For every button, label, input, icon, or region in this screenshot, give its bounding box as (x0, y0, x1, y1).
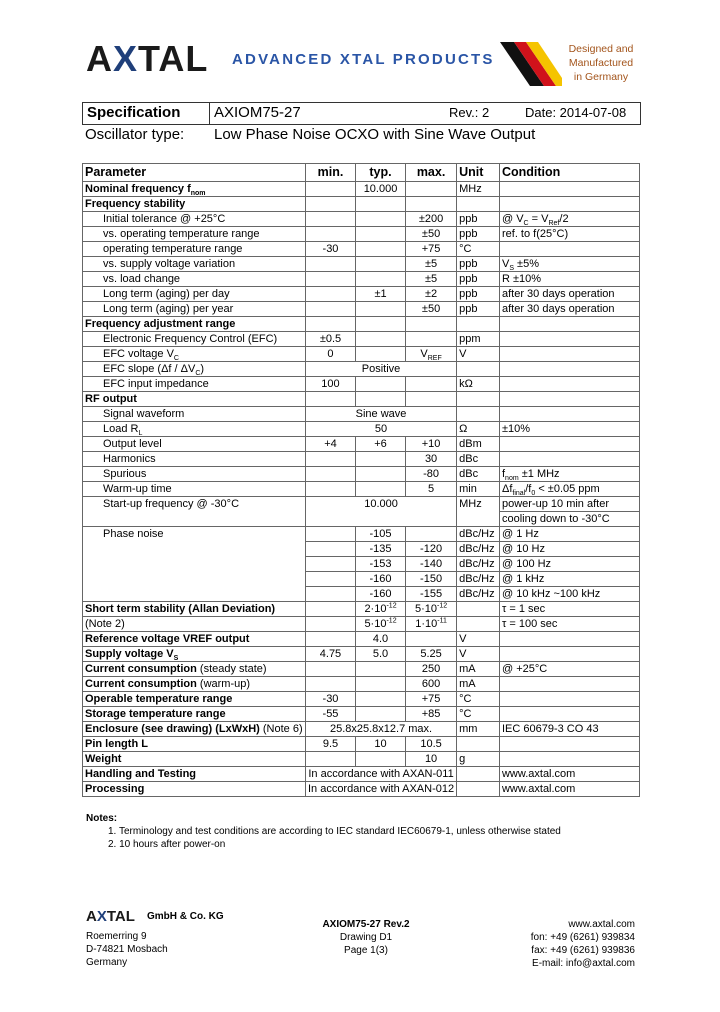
unit-cell: dBc/Hz (457, 557, 500, 572)
table-row (83, 767, 640, 782)
parameter-cell: RF output (83, 392, 306, 407)
condition-cell: $f_{nom} \pm 1$ MHz (499, 467, 639, 482)
min-cell: 100 (305, 377, 355, 392)
condition-cell (499, 632, 639, 647)
condition-cell (499, 707, 639, 722)
unit-cell: dBm (457, 437, 500, 452)
parameter-cell: (Note 2) (83, 617, 306, 632)
max-cell: ±5 (406, 272, 457, 287)
typ-cell (356, 332, 406, 347)
parameter-cell: Phase noise (83, 527, 306, 602)
condition-cell (499, 377, 639, 392)
typ-cell: -153 (356, 557, 406, 572)
table-row (83, 407, 640, 422)
table-row (83, 752, 640, 767)
unit-cell: °C (457, 692, 500, 707)
unit-cell: kΩ (457, 377, 500, 392)
condition-cell: R ±10% (499, 272, 639, 287)
max-cell: ±5 (406, 257, 457, 272)
german-flag-icon (500, 42, 562, 86)
column-header: Condition (499, 164, 639, 182)
condition-cell (499, 242, 639, 257)
min-cell (305, 452, 355, 467)
footer-logo: AXTAL (86, 908, 135, 925)
unit-cell: g (457, 752, 500, 767)
typ-cell (356, 227, 406, 242)
max-cell: $V_{REF}$ (406, 347, 457, 362)
max-cell: 5 (406, 482, 457, 497)
unit-cell (457, 767, 500, 782)
table-row (83, 482, 640, 497)
condition-cell: @ $V_C = V_{Ref}/2$ (499, 212, 639, 227)
max-cell: ±2 (406, 287, 457, 302)
oscillator-value: Low Phase Noise OCXO with Sine Wave Output (214, 126, 536, 143)
min-cell: -30 (305, 242, 355, 257)
min-cell (305, 752, 355, 767)
typ-cell (356, 392, 406, 407)
parameter-cell: Output level (83, 437, 306, 452)
condition-cell: power-up 10 min after (499, 497, 639, 512)
min-cell (305, 227, 355, 242)
max-cell: 5.25 (406, 647, 457, 662)
parameter-cell: Spurious (83, 467, 306, 482)
typ-cell: ±1 (356, 287, 406, 302)
parameter-cell: Frequency adjustment range (83, 317, 306, 332)
footer-website-link[interactable]: www.axtal.com (568, 919, 635, 930)
typ-cell: -135 (356, 542, 406, 557)
footer-doc-info: AXIOM75-27 Rev.2 Drawing D1 Page 1(3) (322, 919, 410, 956)
unit-cell: ppb (457, 227, 500, 242)
typ-cell: -160 (356, 587, 406, 602)
table-row (83, 332, 640, 347)
max-cell (406, 197, 457, 212)
min-cell: -30 (305, 692, 355, 707)
table-row (83, 722, 640, 737)
column-header: typ. (356, 164, 406, 182)
table-row (83, 707, 640, 722)
unit-cell: V (457, 647, 500, 662)
condition-cell: ref. to f(25°C) (499, 227, 639, 242)
typ-cell (356, 197, 406, 212)
unit-cell (457, 362, 500, 377)
parameter-cell: Current consumption (steady state) (83, 662, 306, 677)
footer-email-link[interactable]: E-mail: info@axtal.com (532, 958, 635, 969)
spec-header-box (82, 102, 641, 125)
table-row (83, 677, 640, 692)
unit-cell (457, 602, 500, 617)
max-cell: ±50 (406, 227, 457, 242)
value-span-cell: Positive (305, 362, 456, 377)
typ-cell (356, 482, 406, 497)
unit-cell: ppb (457, 212, 500, 227)
parameter-cell: Long term (aging) per day (83, 287, 306, 302)
unit-cell: V (457, 347, 500, 362)
parameter-cell: Handling and Testing (83, 767, 306, 782)
footer-contact: www.axtal.com fon: +49 (6261) 939834 fax: +49 (6261) 939836 E-mail: info@axtal.com (500, 918, 635, 970)
table-row (83, 632, 640, 647)
min-cell (305, 677, 355, 692)
max-cell: ±200 (406, 212, 457, 227)
typ-cell: 10.000 (356, 182, 406, 197)
unit-cell: ppb (457, 287, 500, 302)
max-cell: +75 (406, 242, 457, 257)
note-1: 1. Terminology and test conditions are according to IEC standard IEC60679-1, unless otherwise stated (108, 826, 561, 837)
unit-cell: °C (457, 707, 500, 722)
notes: Notes: 1. Terminology and test conditions are according to IEC standard IEC60679-1, unless otherwise stated 2. 10 hours after power-on (86, 813, 561, 850)
value-span-cell: 25.8x25.8x12.7 max. (305, 722, 456, 737)
parameter-cell: Nominal frequency $f_{nom}$ (83, 182, 306, 197)
unit-cell: °C (457, 242, 500, 257)
table-row (83, 617, 640, 632)
value-span-cell: 10.000 (305, 497, 456, 527)
parameter-cell: Initial tolerance @ +25°C (83, 212, 306, 227)
min-cell (305, 302, 355, 317)
designed-in-germany: Designed and Manufactured in Germany (568, 43, 634, 83)
typ-cell (356, 452, 406, 467)
typ-cell (356, 212, 406, 227)
table-row (83, 392, 640, 407)
max-cell: $5\cdot 10^{-12}$ (406, 602, 457, 617)
min-cell: +4 (305, 437, 355, 452)
table-row (83, 452, 640, 467)
min-cell (305, 587, 355, 602)
min-cell (305, 467, 355, 482)
column-header: Parameter (83, 164, 306, 182)
column-header: min. (305, 164, 355, 182)
typ-cell: $5\cdot 10^{-12}$ (356, 617, 406, 632)
max-cell: 10 (406, 752, 457, 767)
min-cell (305, 287, 355, 302)
min-cell (305, 392, 355, 407)
parameter-cell: Electronic Frequency Control (EFC) (83, 332, 306, 347)
max-cell: -155 (406, 587, 457, 602)
value-span-cell: Sine wave (305, 407, 456, 422)
unit-cell: ppb (457, 272, 500, 287)
typ-cell (356, 272, 406, 287)
condition-cell (499, 737, 639, 752)
max-cell: 10.5 (406, 737, 457, 752)
parameter-cell: Storage temperature range (83, 707, 306, 722)
unit-cell: ppb (457, 257, 500, 272)
parameter-cell: Reference voltage VREF output (83, 632, 306, 647)
typ-cell (356, 347, 406, 362)
table-row (83, 467, 640, 482)
table-row (83, 227, 640, 242)
typ-cell: -160 (356, 572, 406, 587)
min-cell (305, 632, 355, 647)
unit-cell: dBc/Hz (457, 587, 500, 602)
condition-cell (499, 197, 639, 212)
table-row (83, 497, 640, 512)
typ-cell (356, 752, 406, 767)
condition-cell: @ 100 Hz (499, 557, 639, 572)
typ-cell: 5.0 (356, 647, 406, 662)
min-cell (305, 662, 355, 677)
condition-cell: @ 10 kHz ~100 kHz (499, 587, 639, 602)
typ-cell: 10 (356, 737, 406, 752)
min-cell (305, 617, 355, 632)
condition-cell: cooling down to -30°C (499, 512, 639, 527)
unit-cell: ppm (457, 332, 500, 347)
typ-cell (356, 242, 406, 257)
condition-cell (499, 407, 639, 422)
brand-tagline: ADVANCED XTAL PRODUCTS (232, 51, 495, 68)
value-span-cell: In accordance with AXAN-012 (305, 782, 456, 797)
condition-cell: @ 1 Hz (499, 527, 639, 542)
table-row (83, 422, 640, 437)
unit-cell (457, 197, 500, 212)
table-row (83, 242, 640, 257)
max-cell: ±50 (406, 302, 457, 317)
min-cell (305, 602, 355, 617)
unit-cell (457, 392, 500, 407)
parameter-cell: Harmonics (83, 452, 306, 467)
max-cell (406, 527, 457, 542)
min-cell (305, 272, 355, 287)
min-cell (305, 182, 355, 197)
table-row (83, 302, 640, 317)
table-row (83, 662, 640, 677)
condition-cell: ±10% (499, 422, 639, 437)
max-cell: 30 (406, 452, 457, 467)
condition-cell: @ 1 kHz (499, 572, 639, 587)
condition-cell (499, 182, 639, 197)
min-cell (305, 197, 355, 212)
min-cell (305, 572, 355, 587)
unit-cell: dBc/Hz (457, 527, 500, 542)
table-row (83, 692, 640, 707)
condition-cell: τ = 100 sec (499, 617, 639, 632)
condition-cell: IEC 60679-3 CO 43 (499, 722, 639, 737)
spec-date: Date: 2014-07-08 (525, 105, 627, 120)
condition-cell (499, 332, 639, 347)
table-row (83, 377, 640, 392)
min-cell (305, 527, 355, 542)
condition-cell (499, 452, 639, 467)
parameter-cell: Processing (83, 782, 306, 797)
typ-cell (356, 302, 406, 317)
table-row (83, 182, 640, 197)
table-row (83, 362, 640, 377)
typ-cell (356, 257, 406, 272)
condition-cell (499, 752, 639, 767)
parameter-cell: EFC voltage $V_C$ (83, 347, 306, 362)
condition-cell: @ +25°C (499, 662, 639, 677)
max-cell: 600 (406, 677, 457, 692)
table-row (83, 737, 640, 752)
parameter-cell: vs. supply voltage variation (83, 257, 306, 272)
parameter-cell: vs. operating temperature range (83, 227, 306, 242)
unit-cell: min (457, 482, 500, 497)
condition-cell: www.axtal.com (499, 767, 639, 782)
parameter-cell: Load $R_L$ (83, 422, 306, 437)
parameter-cell: operating temperature range (83, 242, 306, 257)
table-row (83, 347, 640, 362)
table-row (83, 272, 640, 287)
max-cell (406, 317, 457, 332)
typ-cell (356, 707, 406, 722)
typ-cell: -105 (356, 527, 406, 542)
parameter-cell: Signal waveform (83, 407, 306, 422)
max-cell: +10 (406, 437, 457, 452)
max-cell (406, 332, 457, 347)
unit-cell: ppb (457, 302, 500, 317)
condition-cell: www.axtal.com (499, 782, 639, 797)
max-cell: +75 (406, 692, 457, 707)
typ-cell (356, 317, 406, 332)
table-row (83, 257, 640, 272)
max-cell (406, 377, 457, 392)
condition-cell (499, 362, 639, 377)
condition-cell (499, 437, 639, 452)
max-cell: -150 (406, 572, 457, 587)
spec-label: Specification (87, 104, 181, 121)
table-row (83, 287, 640, 302)
min-cell (305, 542, 355, 557)
typ-cell (356, 677, 406, 692)
typ-cell (356, 377, 406, 392)
unit-cell: mA (457, 677, 500, 692)
note-2: 2. 10 hours after power-on (108, 839, 226, 850)
condition-cell (499, 347, 639, 362)
table-row (83, 527, 640, 542)
max-cell (406, 392, 457, 407)
unit-cell: mA (457, 662, 500, 677)
unit-cell: mm (457, 722, 500, 737)
footer-company: GmbH & Co. KG (147, 911, 224, 922)
typ-cell: 4.0 (356, 632, 406, 647)
unit-cell: dBc (457, 452, 500, 467)
unit-cell: dBc/Hz (457, 572, 500, 587)
min-cell (305, 317, 355, 332)
min-cell: ±0.5 (305, 332, 355, 347)
spec-table (82, 163, 640, 797)
parameter-cell: Enclosure (see drawing) (LxWxH) (Note 6) (83, 722, 306, 737)
column-header: Unit (457, 164, 500, 182)
unit-cell: MHz (457, 497, 500, 527)
condition-cell: $\Delta f_{final}/f_0 < \pm 0.05$ ppm (499, 482, 639, 497)
parameter-cell: Short term stability (Allan Deviation) (83, 602, 306, 617)
table-row (83, 782, 640, 797)
parameter-cell: Weight (83, 752, 306, 767)
min-cell (305, 257, 355, 272)
parameter-cell: Current consumption (warm-up) (83, 677, 306, 692)
max-cell: -80 (406, 467, 457, 482)
condition-cell: $V_S \pm 5\%$ (499, 257, 639, 272)
parameter-cell: Frequency stability (83, 197, 306, 212)
condition-cell: after 30 days operation (499, 302, 639, 317)
table-row (83, 212, 640, 227)
max-cell: -140 (406, 557, 457, 572)
parameter-cell: Operable temperature range (83, 692, 306, 707)
column-header: max. (406, 164, 457, 182)
condition-cell: after 30 days operation (499, 287, 639, 302)
min-cell: 0 (305, 347, 355, 362)
parameter-cell: Supply voltage $V_S$ (83, 647, 306, 662)
unit-cell (457, 407, 500, 422)
spec-rev: Rev.: 2 (449, 105, 490, 120)
parameter-cell: EFC slope $(\Delta f / \Delta V_C)$ (83, 362, 306, 377)
spec-model: AXIOM75-27 (214, 104, 301, 121)
condition-cell (499, 317, 639, 332)
unit-cell (457, 737, 500, 752)
condition-cell (499, 692, 639, 707)
max-cell: -120 (406, 542, 457, 557)
unit-cell: dBc/Hz (457, 542, 500, 557)
axtal-logo: AXTAL (86, 38, 209, 79)
condition-cell (499, 677, 639, 692)
condition-cell (499, 392, 639, 407)
parameter-cell: EFC input impedance (83, 377, 306, 392)
typ-cell (356, 692, 406, 707)
footer-address: Roemerring 9 D-74821 Mosbach Germany (86, 931, 168, 968)
table-header-row (83, 164, 640, 182)
table-row (83, 647, 640, 662)
max-cell (406, 182, 457, 197)
unit-cell (457, 617, 500, 632)
min-cell: -55 (305, 707, 355, 722)
max-cell (406, 632, 457, 647)
table-row (83, 602, 640, 617)
parameter-cell: Pin length L (83, 737, 306, 752)
typ-cell: +6 (356, 437, 406, 452)
unit-cell: MHz (457, 182, 500, 197)
condition-cell (499, 647, 639, 662)
min-cell (305, 482, 355, 497)
table-row (83, 437, 640, 452)
unit-cell: V (457, 632, 500, 647)
table-row (83, 317, 640, 332)
max-cell: $1\cdot 10^{-11}$ (406, 617, 457, 632)
value-span-cell: 50 (305, 422, 456, 437)
oscillator-label: Oscillator type: (85, 126, 185, 143)
parameter-cell: Warm-up time (83, 482, 306, 497)
typ-cell: $2\cdot 10^{-12}$ (356, 602, 406, 617)
value-span-cell: In accordance with AXAN-011 (305, 767, 456, 782)
max-cell: +85 (406, 707, 457, 722)
min-cell: 9.5 (305, 737, 355, 752)
max-cell: 250 (406, 662, 457, 677)
condition-cell: @ 10 Hz (499, 542, 639, 557)
min-cell (305, 212, 355, 227)
parameter-cell: Start-up frequency @ -30°C (83, 497, 306, 527)
condition-cell: τ = 1 sec (499, 602, 639, 617)
unit-cell (457, 782, 500, 797)
typ-cell (356, 467, 406, 482)
parameter-cell: Long term (aging) per year (83, 302, 306, 317)
typ-cell (356, 662, 406, 677)
unit-cell: dBc (457, 467, 500, 482)
unit-cell (457, 317, 500, 332)
unit-cell: Ω (457, 422, 500, 437)
parameter-cell: vs. load change (83, 272, 306, 287)
min-cell: 4.75 (305, 647, 355, 662)
table-row (83, 197, 640, 212)
min-cell (305, 557, 355, 572)
